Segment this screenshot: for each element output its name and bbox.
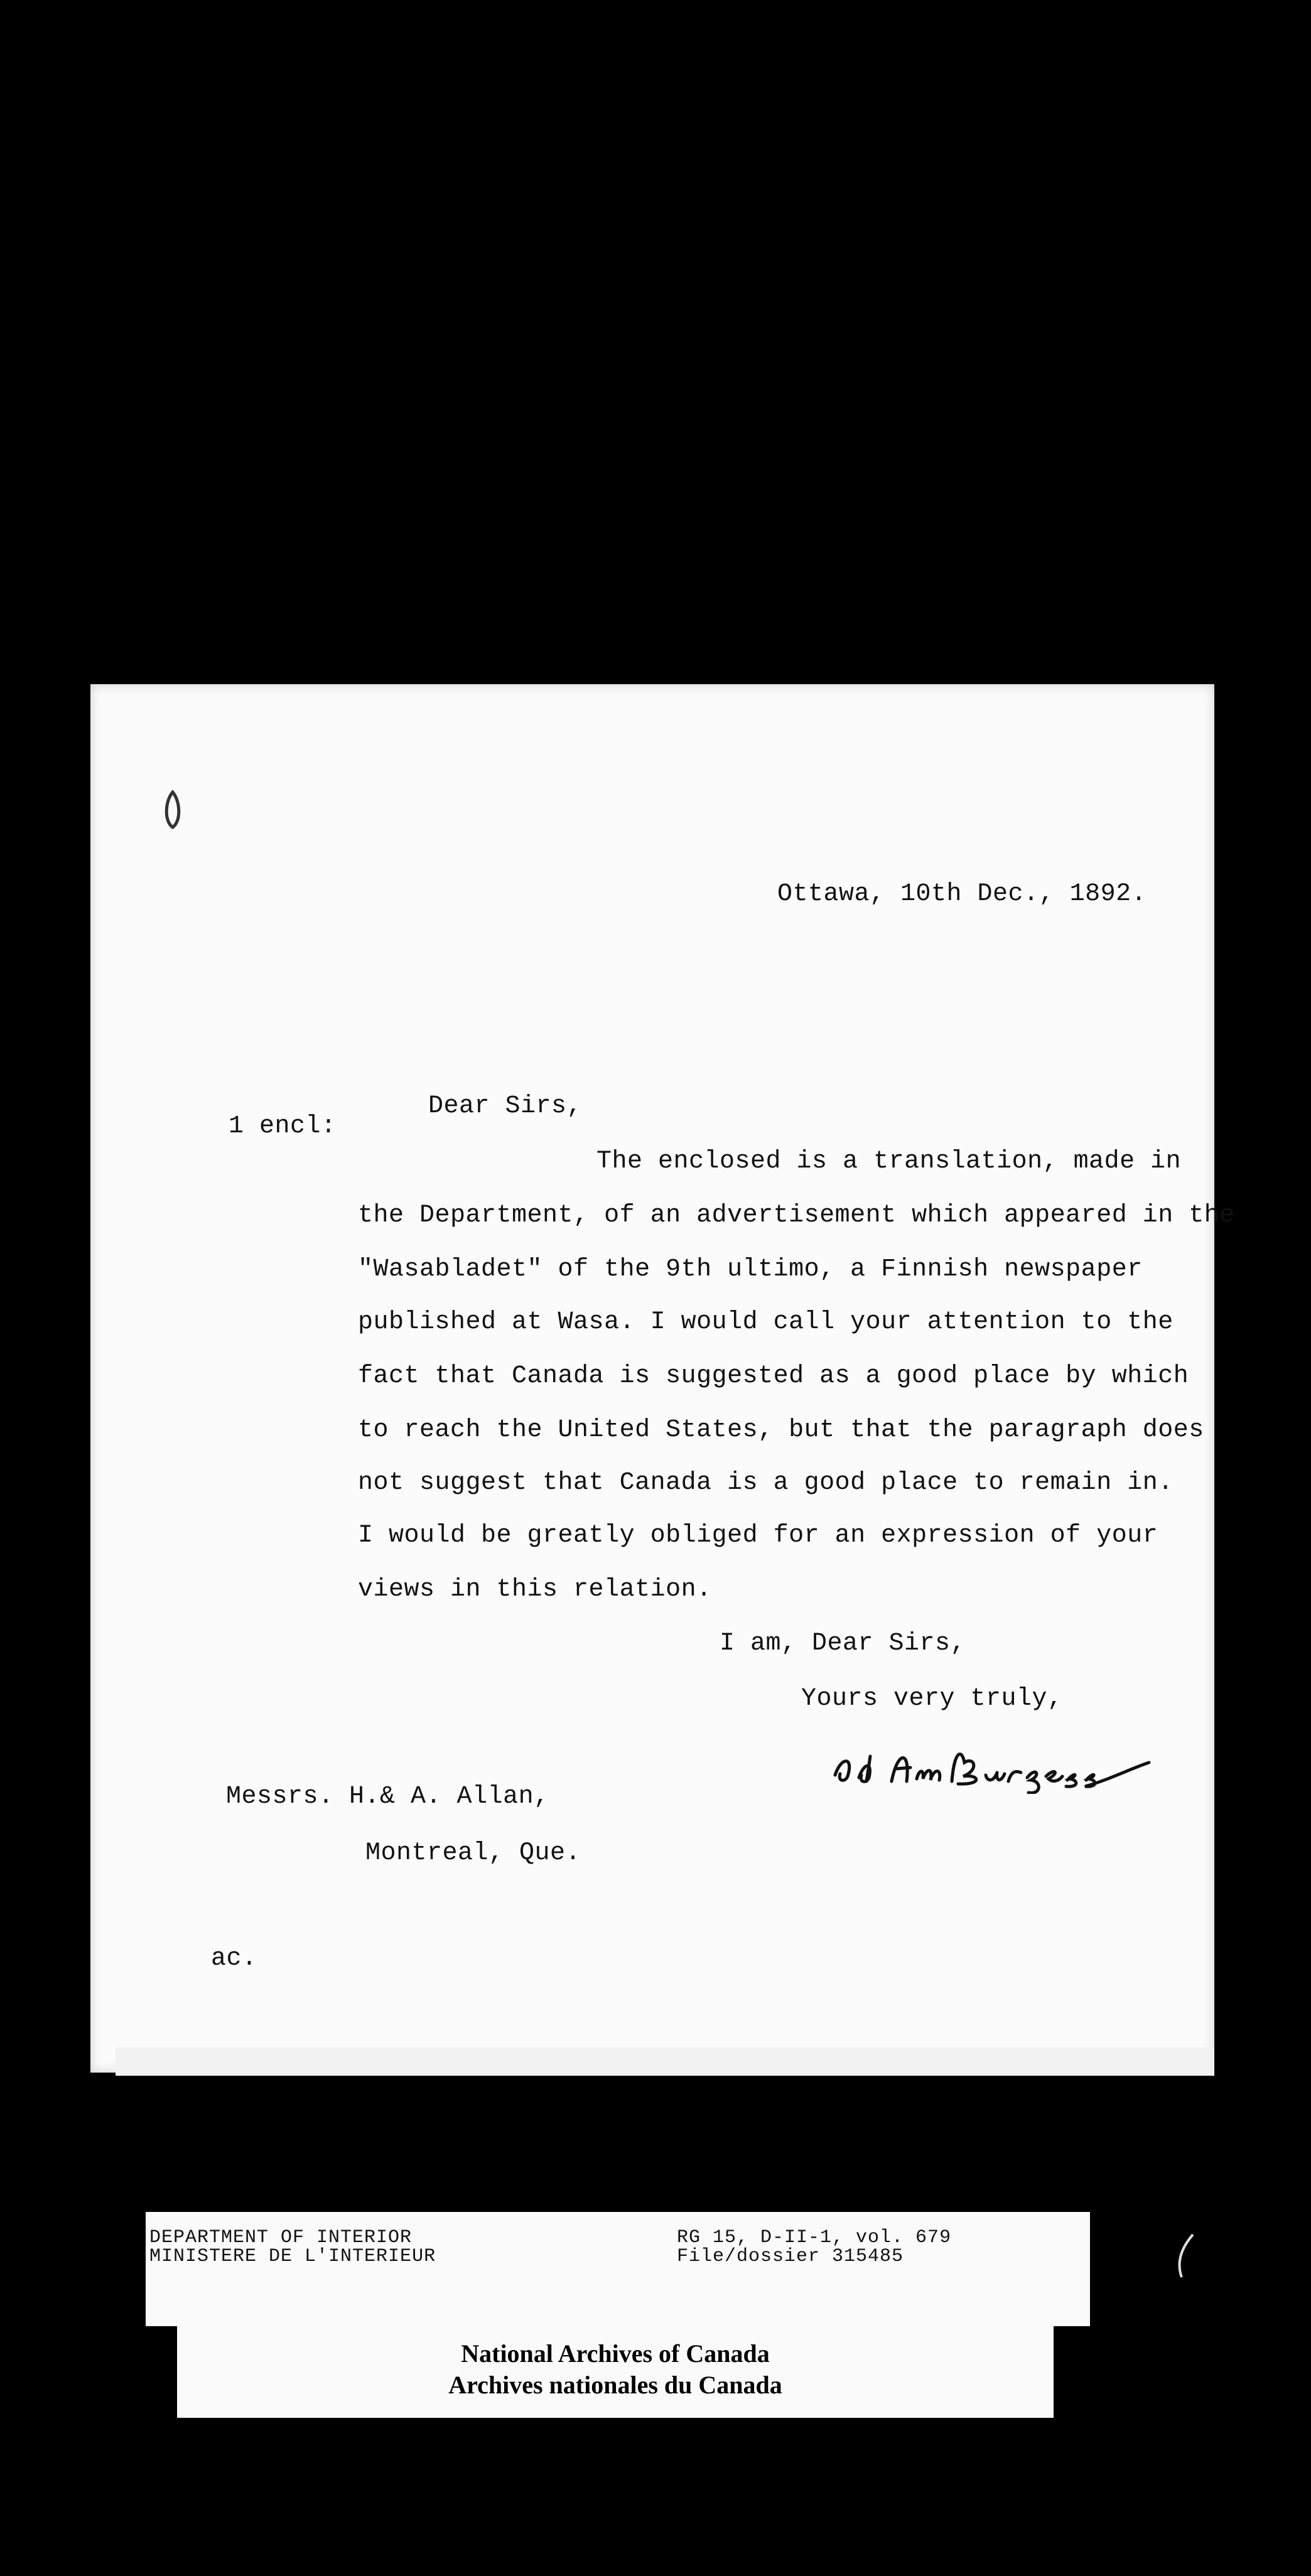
typist-initials: ac. [211,1945,257,1973]
department-english: DEPARTMENT OF INTERIOR [149,2227,413,2248]
salutation: Dear Sirs, [428,1092,583,1120]
addressee-name: Messrs. H.& A. Allan, [226,1783,549,1811]
date-line: Ottawa, 10th Dec., 1892. [777,880,1147,908]
enclosure-note: 1 encl: [229,1112,337,1140]
body-line: "Wasabladet" of the 9th ultimo, a Finnish newspaper [358,1255,1143,1284]
body-line: published at Wasa. I would call your attention to the [358,1308,1173,1336]
body-line: I would be greatly obliged for an expression of your [358,1521,1158,1550]
letter-page-edge [116,2047,1214,2076]
department-french: MINISTERE DE L'INTERIEUR [149,2246,436,2267]
addressee-city: Montreal, Que. [365,1839,581,1867]
pencil-mark-icon [1172,2232,1197,2282]
archive-reference-label [146,2212,1090,2326]
archives-label [177,2322,1054,2418]
body-line: not suggest that Canada is a good place to remain in. [358,1469,1173,1497]
record-group-reference: RG 15, D-II-1, vol. 679 [677,2227,952,2248]
body-line: views in this relation. [358,1575,712,1604]
file-reference: File/dossier 315485 [677,2246,904,2267]
archives-name-french: Archives nationales du Canada [448,2371,782,2399]
body-line: the Department, of an advertisement which appeared in the [358,1201,1235,1230]
closing-line: Yours very truly, [801,1685,1063,1713]
closing-line: I am, Dear Sirs, [720,1629,966,1658]
body-line: fact that Canada is suggested as a good place by which [358,1362,1189,1390]
body-line: to reach the United States, but that the paragraph does [358,1416,1204,1444]
clip-mark-icon [160,788,185,832]
body-line: The enclosed is a translation, made in [596,1147,1182,1176]
signature-image [829,1737,1155,1794]
archives-name-english: National Archives of Canada [461,2339,770,2368]
